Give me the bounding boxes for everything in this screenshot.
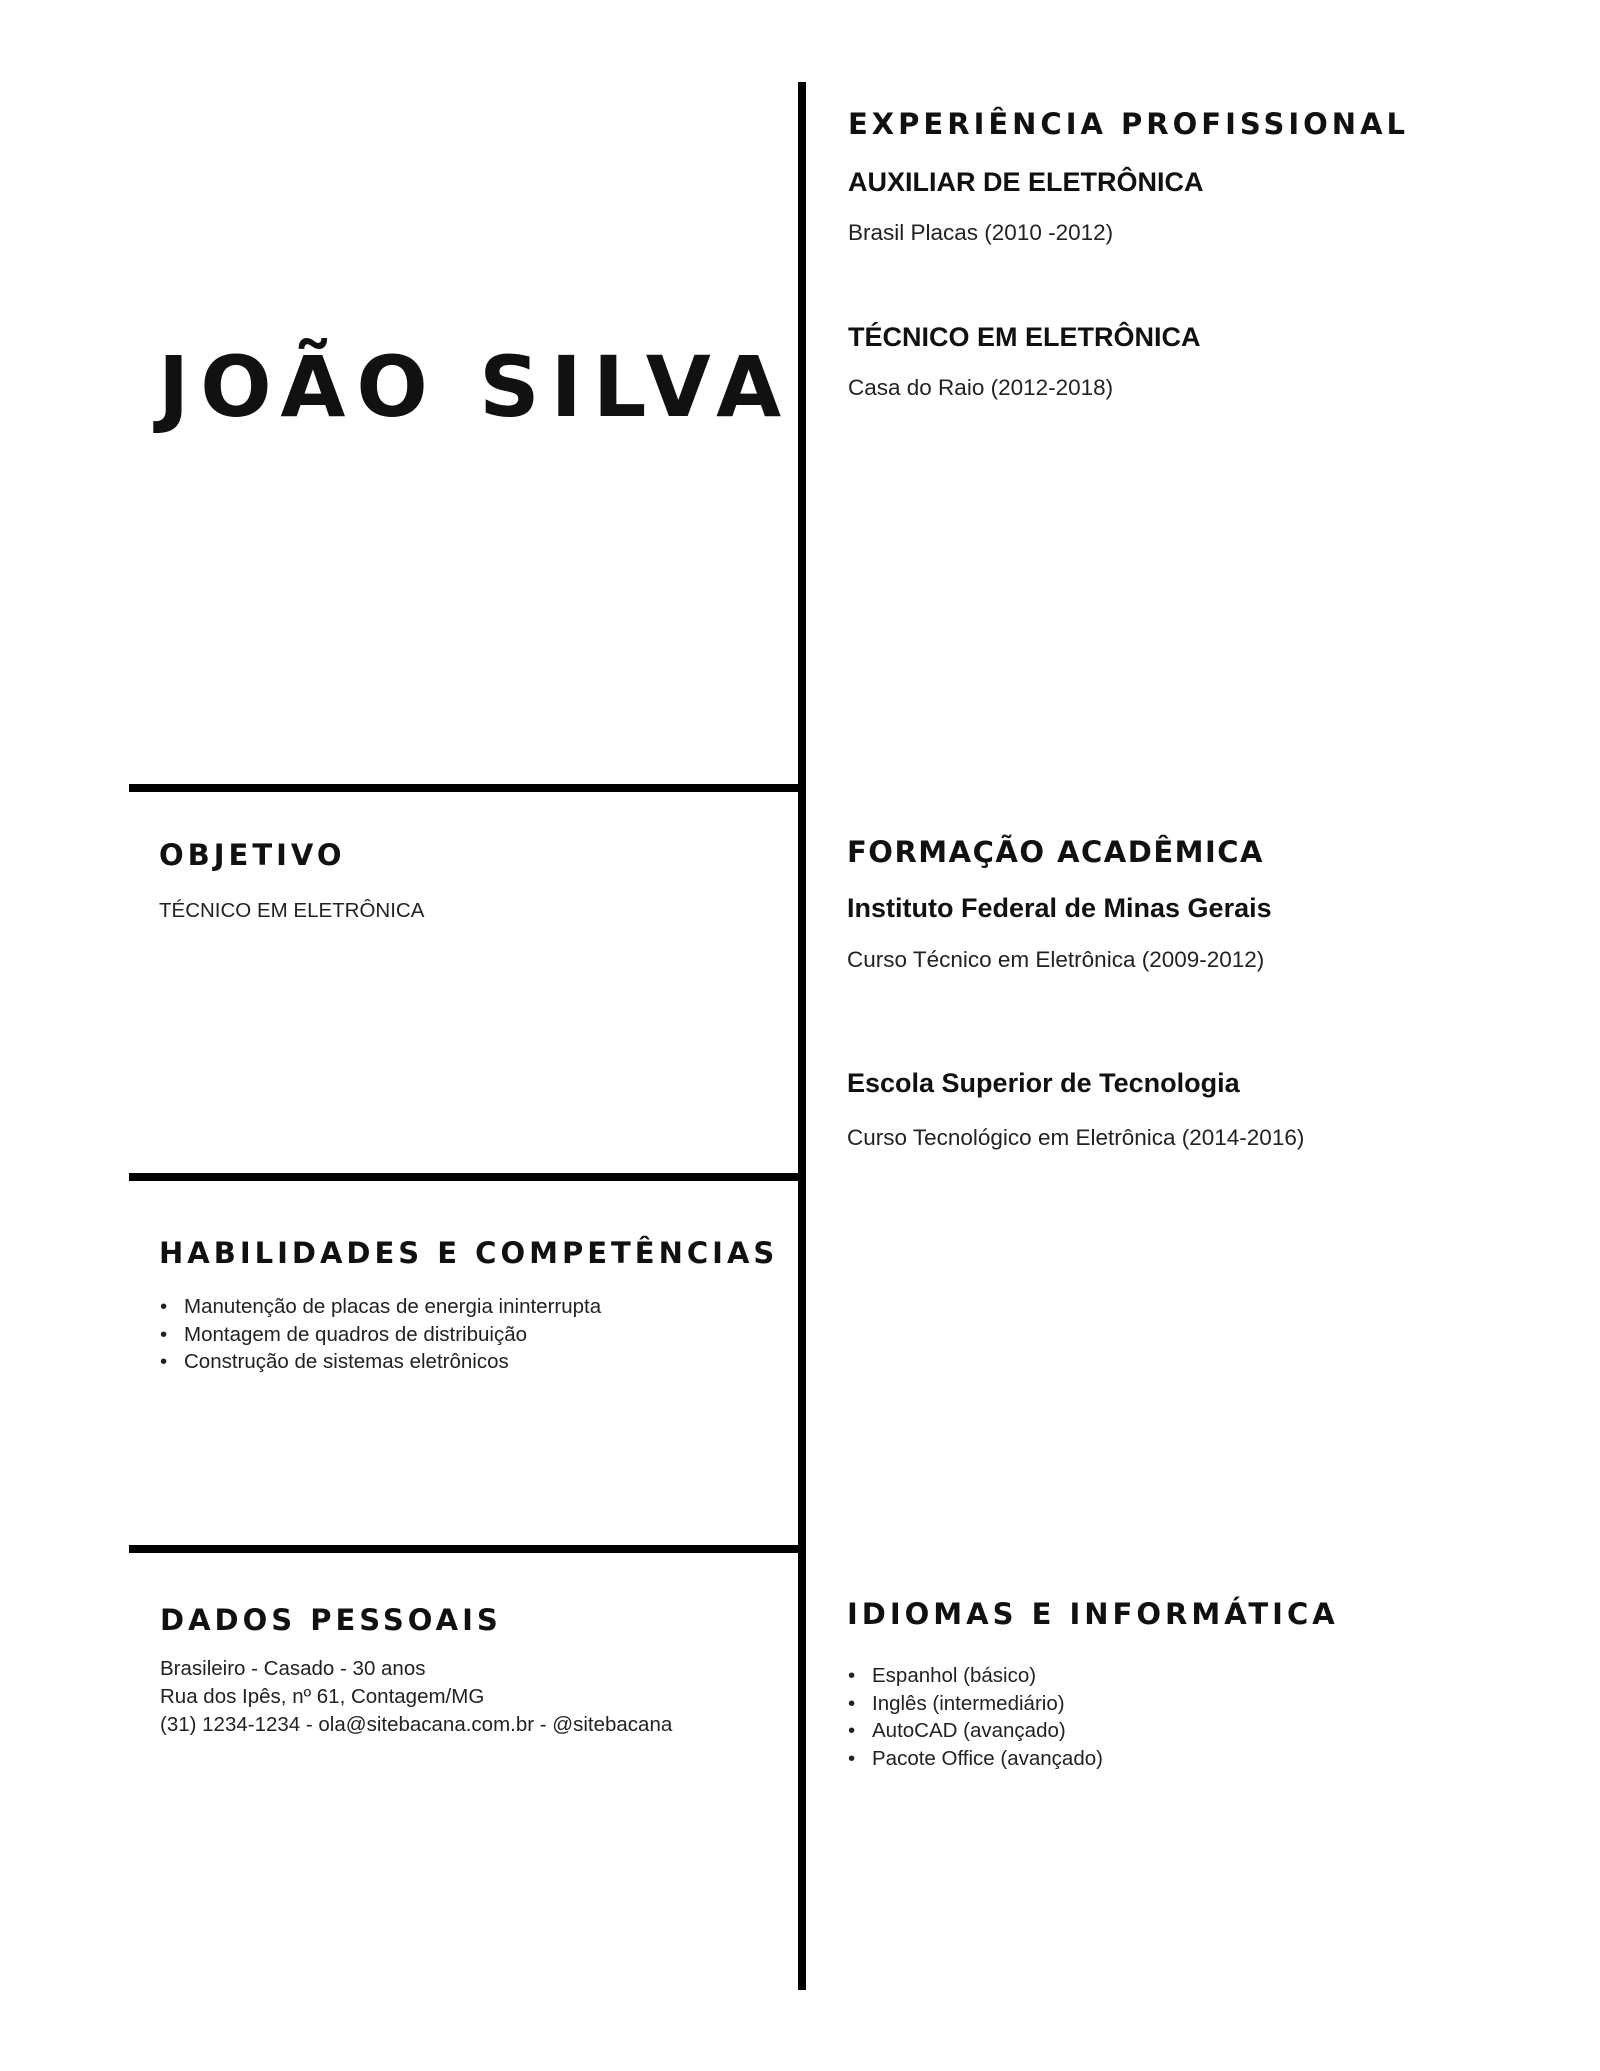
list-item: • Manutenção de placas de energia ininterrupta <box>159 1293 601 1321</box>
education-heading: FORMAÇÃO ACADÊMICA <box>847 835 1264 869</box>
horizontal-divider-skills <box>129 1173 804 1181</box>
school-name: Instituto Federal de Minas Gerais <box>847 893 1272 923</box>
languages-heading: IDIOMAS E INFORMÁTICA <box>847 1597 1339 1631</box>
list-item: • Construção de sistemas eletrônicos <box>159 1348 601 1376</box>
bullet-icon: • <box>848 1691 856 1715</box>
candidate-name: JOÃO SILVA <box>158 338 793 436</box>
list-item: • Inglês (intermediário) <box>847 1690 1103 1718</box>
job-title: TÉCNICO EM ELETRÔNICA <box>848 322 1201 352</box>
list-item: • AutoCAD (avançado) <box>847 1717 1103 1745</box>
course-detail: Curso Técnico em Eletrônica (2009-2012) <box>847 947 1265 972</box>
experience-heading: EXPERIÊNCIA PROFISSIONAL <box>848 107 1409 141</box>
bullet-icon: • <box>848 1664 856 1687</box>
job-detail: Casa do Raio (2012-2018) <box>848 375 1114 400</box>
personal-line: Rua dos Ipês, nº 61, Contagem/MG <box>160 1685 485 1708</box>
list-item: • Pacote Office (avançado) <box>847 1745 1103 1773</box>
bullet-icon: • <box>160 1322 168 1346</box>
horizontal-divider-objective <box>129 784 804 792</box>
list-item: • Montagem de quadros de distribuição <box>159 1321 601 1349</box>
job-detail: Brasil Placas (2010 -2012) <box>848 220 1114 245</box>
objective-text: TÉCNICO EM ELETRÔNICA <box>159 899 425 922</box>
bullet-icon: • <box>160 1350 168 1373</box>
horizontal-divider-personal <box>129 1545 804 1553</box>
skills-list <box>159 1293 601 1376</box>
personal-line: Brasileiro - Casado - 30 anos <box>160 1657 426 1680</box>
bullet-icon: • <box>160 1295 168 1318</box>
bullet-icon: • <box>848 1719 856 1742</box>
job-title: AUXILIAR DE ELETRÔNICA <box>848 167 1204 197</box>
school-name: Escola Superior de Tecnologia <box>847 1068 1240 1098</box>
bullet-icon: • <box>848 1746 856 1770</box>
skills-heading: HABILIDADES E COMPETÊNCIAS <box>159 1236 779 1270</box>
languages-list <box>847 1662 1103 1772</box>
list-item: • Espanhol (básico) <box>847 1662 1103 1690</box>
vertical-divider <box>798 82 806 1990</box>
course-detail: Curso Tecnológico em Eletrônica (2014-2016) <box>847 1125 1305 1150</box>
personal-line: (31) 1234-1234 - ola@sitebacana.com.br - @sitebacana <box>160 1713 673 1736</box>
objective-heading: OBJETIVO <box>159 838 346 872</box>
personal-heading: DADOS PESSOAIS <box>160 1603 502 1637</box>
